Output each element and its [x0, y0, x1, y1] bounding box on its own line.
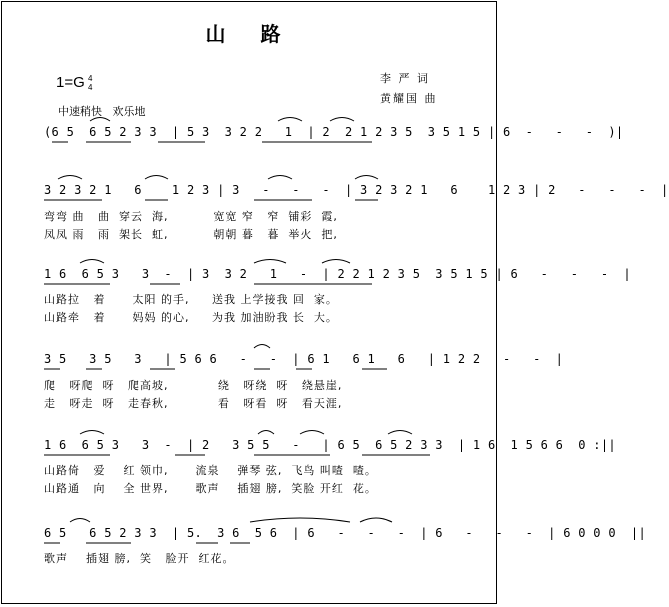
tempo-marking: 中速稍快 欢乐地	[58, 105, 146, 118]
lyric-line-2a: 弯弯 曲 曲 穿云 海, 宽宽 窄 窄 铺彩 霞,	[44, 210, 338, 223]
lyric-line-4a: 爬 呀爬 呀 爬高坡, 绕 呀绕 呀 绕悬崖,	[44, 379, 343, 392]
lyric-line-2b: 凤凤 雨 雨 架长 虹, 朝朝 暮 暮 举火 把,	[44, 228, 338, 241]
lyric-line-3b: 山路牵 着 妈妈 的心, 为我 加油盼我 长 大。	[44, 311, 338, 324]
notation-line-3: 1 6 6 5 3 3 - | 3 3 2 1 - | 2 2 1 2 3 5 3 5 1 5 | 6 - - - |	[44, 267, 631, 281]
notation-line-5: 1 6 6 5 3 3 - | 2 3 5 5 - | 6 5 6 5 2 3 3 | 1 6 1 5 6 6 0 :||	[44, 438, 616, 452]
lyric-line-6: 歌声 插翅 膀, 笑 脸开 红花。	[44, 552, 235, 565]
lyric-line-5a: 山路倚 爱 红 领巾, 流泉 弹琴 弦, 飞鸟 叫喳 喳。	[44, 464, 377, 477]
notation-line-4: 3 5 3 5 3 | 5 6 6 - - | 6 1 6 1 6 | 1 2 2 - - |	[44, 352, 564, 366]
lyric-line-3a: 山路拉 着 太阳 的手, 送我 上学接我 回 家。	[44, 293, 338, 306]
time-signature-bottom: 4	[88, 83, 93, 92]
notation-line-2: 3 2 3 2 1 6 1 2 3 | 3 - - - | 3 2 3 2 1 6 1 2 3 | 2 - - - |	[44, 183, 669, 197]
notation-line-1: (6 5 6 5 2 3 3 | 5 3 3 2 2 1 | 2 2 1 2 3 5 3 5 1 5 | 6 - - - )|	[44, 125, 624, 139]
notation-line-6: 6 5 6 5 2 3 3 | 5. 3 6 5 6 | 6 - - - | 6 - - - | 6 0 0 0 ||	[44, 526, 646, 540]
key-signature: 1=G	[56, 74, 85, 91]
lyricist-credit: 李 严 词	[380, 72, 430, 85]
song-title: 山 路	[205, 22, 295, 46]
composer-credit: 黄耀国 曲	[380, 92, 438, 105]
lyric-line-4b: 走 呀走 呀 走春秋, 看 呀看 呀 看天涯,	[44, 397, 343, 410]
lyric-line-5b: 山路通 向 全 世界, 歌声 插翅 膀, 笑脸 开红 花。	[44, 482, 377, 495]
time-signature-top: 4	[88, 74, 93, 83]
